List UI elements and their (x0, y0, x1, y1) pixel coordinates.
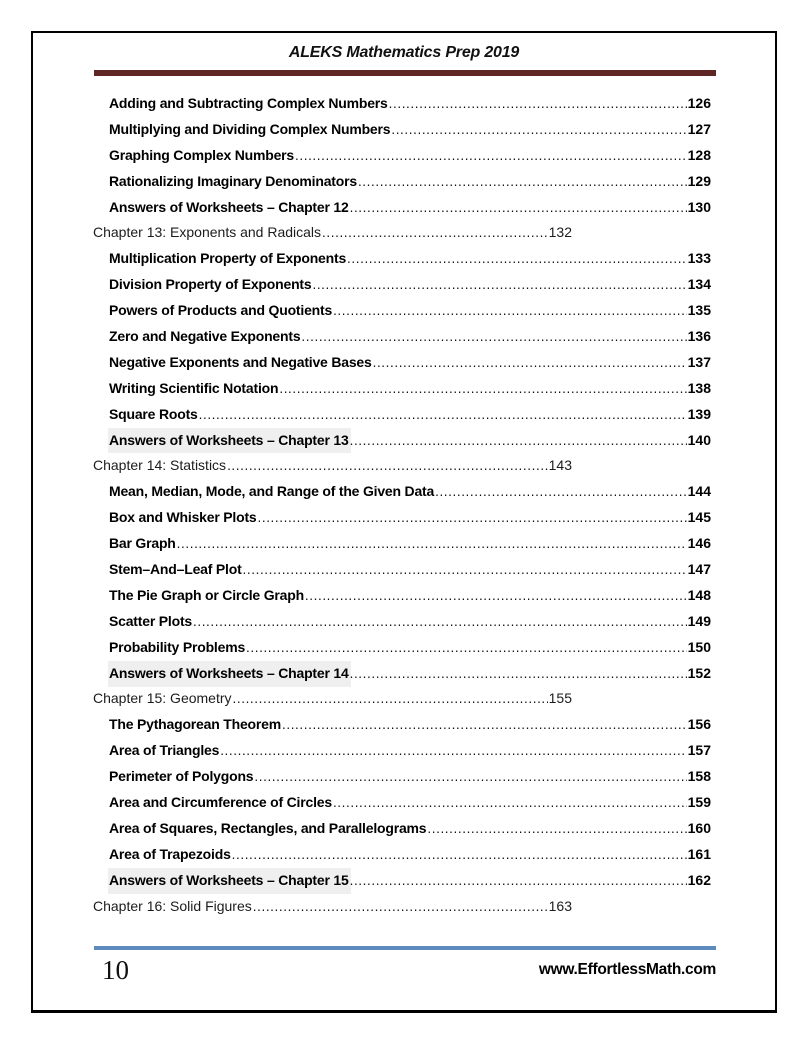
toc-leader-dots (254, 764, 686, 790)
toc-entry-label: Scatter Plots (109, 612, 192, 629)
toc-leader-dots (282, 712, 687, 738)
toc-entry-page-number: 158 (687, 768, 711, 785)
toc-leader-dots (279, 376, 686, 402)
page-footer (94, 946, 716, 985)
toc-entry (109, 117, 711, 143)
toc-leader-dots (301, 324, 686, 350)
toc-entry (109, 195, 711, 221)
toc-entry (109, 557, 711, 583)
toc-leader-dots (350, 661, 687, 687)
toc-leader-dots (193, 609, 687, 635)
toc-leader-dots (350, 428, 687, 454)
toc-leader-dots (322, 220, 548, 246)
toc-leader-dots (253, 894, 548, 920)
toc-entry (93, 686, 572, 712)
toc-entry-label: Bar Graph (109, 535, 176, 552)
page-header-title: ALEKS Mathematics Prep 2019 (288, 44, 520, 61)
toc-entry-page-number: 129 (687, 172, 711, 189)
toc-entry (109, 661, 711, 687)
toc-entry (109, 635, 711, 661)
toc-leader-dots (333, 790, 687, 816)
toc-entry (109, 842, 711, 868)
toc-entry-label: Graphing Complex Numbers (109, 146, 295, 163)
toc-entry-page-number: 145 (687, 509, 711, 526)
toc-entry-page-number: 135 (687, 302, 711, 319)
toc-entry (93, 220, 572, 246)
toc-leader-dots (233, 686, 548, 712)
toc-entry-page-number: 161 (687, 845, 711, 862)
toc-entry-page-number: 162 (687, 871, 711, 888)
website-link: www.EffortlessMath.com (538, 961, 716, 978)
table-of-contents (33, 91, 775, 920)
toc-entry-page-number: 149 (687, 612, 711, 629)
toc-entry-label: Perimeter of Polygons (109, 768, 254, 785)
toc-entry-page-number: 126 (687, 95, 711, 111)
toc-entry-page-number: 134 (687, 276, 711, 293)
footer-rule (94, 946, 716, 950)
toc-entry-label: Division Property of Exponents (109, 276, 312, 293)
toc-leader-dots (220, 738, 686, 764)
toc-entry-label: Chapter 13: Exponents and Radicals (93, 224, 322, 241)
toc-leader-dots (177, 531, 687, 557)
toc-entry (109, 816, 711, 842)
toc-leader-dots (333, 298, 687, 324)
toc-leader-dots (391, 117, 686, 143)
toc-leader-dots (389, 91, 687, 117)
toc-entry (109, 350, 711, 376)
toc-entry (109, 868, 711, 894)
toc-entry-label: Zero and Negative Exponents (109, 328, 301, 345)
toc-entry (109, 324, 711, 350)
toc-leader-dots (435, 479, 687, 505)
toc-entry-page-number: 163 (548, 897, 572, 914)
toc-entry-label: Mean, Median, Mode, and Range of the Given Data (109, 483, 435, 500)
toc-entry-label: Stem–And–Leaf Plot (109, 561, 242, 578)
toc-entry-page-number: 159 (687, 794, 711, 811)
toc-entry-page-number: 152 (687, 664, 711, 681)
toc-entry-label: Area of Triangles (109, 742, 220, 759)
toc-entry-page-number: 155 (548, 690, 572, 707)
toc-entry-label: Chapter 15: Geometry (93, 690, 232, 707)
toc-leader-dots (232, 842, 687, 868)
toc-entry (109, 246, 711, 272)
toc-leader-dots (373, 350, 687, 376)
toc-entry-label: Multiplying and Dividing Complex Numbers (109, 120, 391, 137)
toc-entry-page-number: 144 (687, 483, 711, 500)
toc-entry-page-number: 146 (687, 535, 711, 552)
toc-leader-dots (427, 816, 686, 842)
toc-entry-page-number: 136 (687, 328, 711, 345)
toc-entry (109, 402, 711, 428)
toc-entry (109, 272, 711, 298)
toc-entry-label: Answers of Worksheets – Chapter 14 (109, 661, 349, 687)
toc-entry (109, 428, 711, 454)
toc-entry-label: Powers of Products and Quotients (109, 302, 333, 319)
toc-entry-label: Rationalizing Imaginary Denominators (109, 172, 357, 189)
footer-row (94, 955, 716, 985)
toc-entry-page-number: 150 (687, 638, 711, 655)
toc-entry-label: Area of Squares, Rectangles, and Parallelograms (109, 819, 427, 836)
toc-entry-label: Writing Scientific Notation (109, 379, 279, 396)
toc-entry (93, 894, 572, 920)
toc-entry (109, 298, 711, 324)
toc-entry-page-number: 127 (687, 120, 711, 137)
toc-entry-page-number: 148 (687, 586, 711, 603)
toc-entry-label: Adding and Subtracting Complex Numbers (109, 95, 388, 111)
toc-entry (109, 169, 711, 195)
toc-entry (109, 764, 711, 790)
toc-entry-label: Answers of Worksheets – Chapter 15 (109, 868, 349, 894)
toc-entry (109, 143, 711, 169)
toc-entry (109, 531, 711, 557)
toc-entry (109, 583, 711, 609)
toc-leader-dots (227, 453, 548, 479)
toc-entry-label: Area of Trapezoids (109, 845, 231, 862)
toc-entry-label: Multiplication Property of Exponents (109, 250, 347, 267)
toc-leader-dots (305, 583, 687, 609)
toc-entry-page-number: 132 (548, 224, 572, 241)
toc-entry (109, 479, 711, 505)
toc-entry-label: Box and Whisker Plots (109, 509, 257, 526)
toc-entry-page-number: 160 (687, 819, 711, 836)
toc-entry-label: Answers of Worksheets – Chapter 12 (109, 198, 349, 215)
toc-entry (109, 91, 711, 117)
toc-entry-page-number: 157 (687, 742, 711, 759)
toc-entry-label: Answers of Worksheets – Chapter 13 (109, 428, 349, 454)
toc-leader-dots (312, 272, 686, 298)
toc-leader-dots (199, 402, 687, 428)
toc-leader-dots (243, 557, 687, 583)
toc-entry (109, 712, 711, 738)
toc-entry-page-number: 139 (687, 405, 711, 422)
toc-entry-page-number: 137 (687, 353, 711, 370)
toc-entry-label: The Pythagorean Theorem (109, 716, 281, 733)
toc-entry-label: Probability Problems (109, 638, 246, 655)
toc-entry-label: Square Roots (109, 405, 198, 422)
toc-entry (109, 738, 711, 764)
toc-entry-label: Area and Circumference of Circles (109, 794, 332, 811)
page-frame (31, 31, 777, 1013)
toc-leader-dots (258, 505, 687, 531)
toc-entry-page-number: 140 (687, 431, 711, 448)
toc-entry-page-number: 147 (687, 561, 711, 578)
toc-leader-dots (358, 169, 687, 195)
page-number: 10 (102, 955, 129, 985)
toc-entry-page-number: 138 (687, 379, 711, 396)
toc-entry-page-number: 143 (548, 457, 572, 474)
toc-leader-dots (350, 195, 687, 221)
toc-leader-dots (350, 868, 687, 894)
toc-leader-dots (347, 246, 687, 272)
toc-entry (109, 790, 711, 816)
toc-entry-page-number: 130 (687, 198, 711, 215)
toc-entry-label: Chapter 14: Statistics (93, 457, 227, 474)
toc-entry (109, 609, 711, 635)
toc-entry-page-number: 133 (687, 250, 711, 267)
toc-entry-page-number: 128 (687, 146, 711, 163)
toc-entry-label: The Pie Graph or Circle Graph (109, 586, 304, 603)
toc-leader-dots (295, 143, 687, 169)
header-rule (94, 70, 716, 76)
toc-entry (93, 453, 572, 479)
toc-entry-label: Negative Exponents and Negative Bases (109, 353, 372, 370)
toc-entry (109, 376, 711, 402)
toc-entry-page-number: 156 (687, 716, 711, 733)
toc-entry (109, 505, 711, 531)
toc-entry-label: Chapter 16: Solid Figures (93, 897, 252, 914)
toc-leader-dots (246, 635, 687, 661)
